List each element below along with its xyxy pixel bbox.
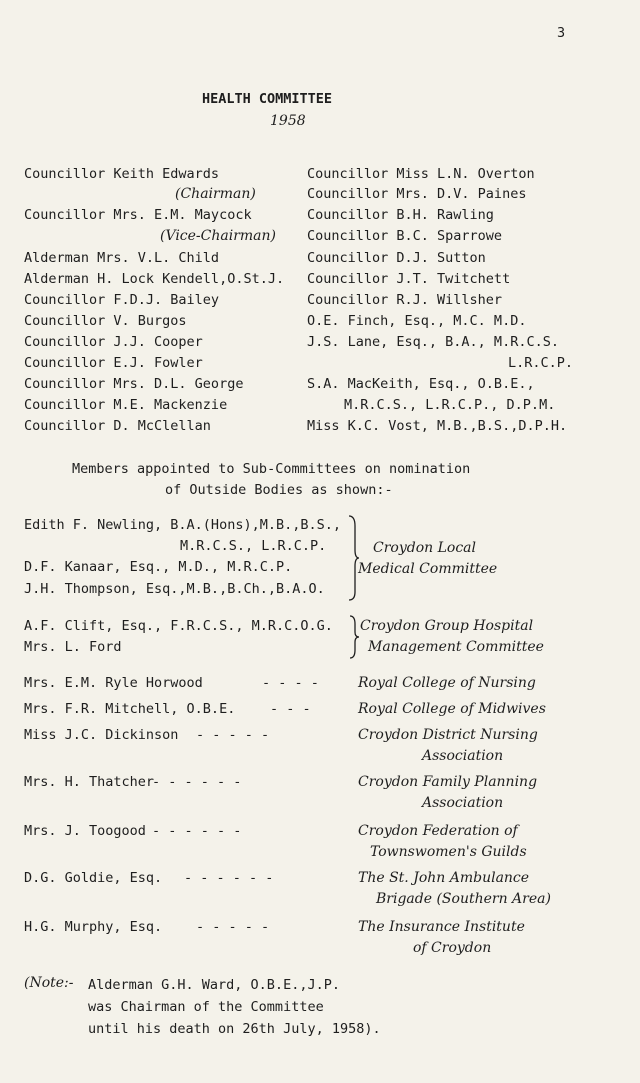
nominee: Miss J.C. Dickinson <box>24 727 179 743</box>
outside-body: Medical Committee <box>358 561 498 577</box>
member: Councillor Mrs. E.M. Maycock <box>24 207 252 223</box>
leader-dashes: - - - - - - <box>184 870 274 886</box>
outside-body: Croydon Federation of <box>358 823 518 839</box>
member: Councillor F.D.J. Bailey <box>24 292 220 308</box>
outside-body: of Croydon <box>413 940 492 956</box>
leader-dashes: - - - - - <box>196 919 270 935</box>
member: Councillor D. McClellan <box>24 418 211 434</box>
page-number: 3 <box>557 25 566 41</box>
member: Councillor Mrs. D.V. Paines <box>307 186 527 202</box>
outside-body: Croydon Local <box>373 540 476 556</box>
outside-body: Royal College of Nursing <box>358 675 536 691</box>
member: Alderman H. Lock Kendell,O.St.J. <box>24 271 285 287</box>
member-role: (Vice-Chairman) <box>160 228 277 244</box>
nominee-qualifications: M.R.C.S., L.R.C.P. <box>180 538 327 554</box>
member: O.E. Finch, Esq., M.C. M.D. <box>307 313 527 329</box>
outside-body: The St. John Ambulance <box>358 870 530 886</box>
member: Councillor D.J. Sutton <box>307 250 486 266</box>
member: Councillor J.T. Twitchett <box>307 271 511 287</box>
outside-body: Royal College of Midwives <box>358 701 546 717</box>
member-role: (Chairman) <box>175 186 256 202</box>
member: Councillor J.J. Cooper <box>24 334 203 350</box>
group-brace <box>348 614 360 660</box>
leader-dashes: - - - <box>270 701 311 717</box>
leader-dashes: - - - - - - <box>152 774 242 790</box>
note-line: was Chairman of the Committee <box>88 999 324 1015</box>
outside-body: Brigade (Southern Area) <box>376 891 551 907</box>
member: L.R.C.P. <box>508 355 574 371</box>
member: Alderman Mrs. V.L. Child <box>24 250 220 266</box>
subheading-line-2: of Outside Bodies as shown:- <box>165 482 393 498</box>
leader-dashes: - - - - <box>262 675 319 691</box>
member: Councillor Mrs. D.L. George <box>24 376 244 392</box>
nominee: H.G. Murphy, Esq. <box>24 919 163 935</box>
leader-dashes: - - - - - <box>196 727 270 743</box>
member: Councillor M.E. Mackenzie <box>24 397 228 413</box>
nominee: A.F. Clift, Esq., F.R.C.S., M.R.C.O.G. <box>24 618 333 634</box>
member: J.S. Lane, Esq., B.A., M.R.C.S. <box>307 334 559 350</box>
nominee: Mrs. F.R. Mitchell, O.B.E. <box>24 701 236 717</box>
note-line: Alderman G.H. Ward, O.B.E.,J.P. <box>88 977 340 993</box>
member: Councillor R.J. Willsher <box>307 292 503 308</box>
outside-body: Croydon Family Planning <box>358 774 538 790</box>
member: Councillor Keith Edwards <box>24 166 220 182</box>
outside-body: Association <box>422 748 504 764</box>
outside-body: Croydon District Nursing <box>358 727 538 743</box>
member: S.A. MacKeith, Esq., O.B.E., <box>307 376 535 392</box>
nominee: J.H. Thompson, Esq.,M.B.,B.Ch.,B.A.O. <box>24 581 325 597</box>
member: Councillor B.H. Rawling <box>307 207 494 223</box>
outside-body: Croydon Group Hospital <box>360 618 534 634</box>
member: M.R.C.S., L.R.C.P., D.P.M. <box>344 397 556 413</box>
nominee: D.G. Goldie, Esq. <box>24 870 163 886</box>
leader-dashes: - - - - - - <box>152 823 242 839</box>
nominee: Mrs. L. Ford <box>24 639 122 655</box>
outside-body: Townswomen's Guilds <box>370 844 527 860</box>
nominee: Mrs. E.M. Ryle Horwood <box>24 675 203 691</box>
member: Councillor Miss L.N. Overton <box>307 166 535 182</box>
member: Miss K.C. Vost, M.B.,B.S.,D.P.H. <box>307 418 568 434</box>
member: Councillor V. Burgos <box>24 313 187 329</box>
subheading-line-1: Members appointed to Sub-Committees on nomination <box>72 461 471 477</box>
nominee: D.F. Kanaar, Esq., M.D., M.R.C.P. <box>24 559 293 575</box>
nominee: Edith F. Newling, B.A.(Hons),M.B.,B.S., <box>24 517 341 533</box>
nominee: Mrs. J. Toogood <box>24 823 146 839</box>
page-title: HEALTH COMMITTEE <box>202 91 333 107</box>
note-label: (Note:- <box>24 975 74 991</box>
member: Councillor B.C. Sparrowe <box>307 228 503 244</box>
outside-body: The Insurance Institute <box>358 919 525 935</box>
nominee: Mrs. H. Thatcher <box>24 774 155 790</box>
member: Councillor E.J. Fowler <box>24 355 203 371</box>
outside-body: Management Committee <box>368 639 544 655</box>
outside-body: Association <box>422 795 504 811</box>
note-line: until his death on 26th July, 1958). <box>88 1021 381 1037</box>
group-brace <box>346 514 360 602</box>
year: 1958 <box>270 113 306 129</box>
